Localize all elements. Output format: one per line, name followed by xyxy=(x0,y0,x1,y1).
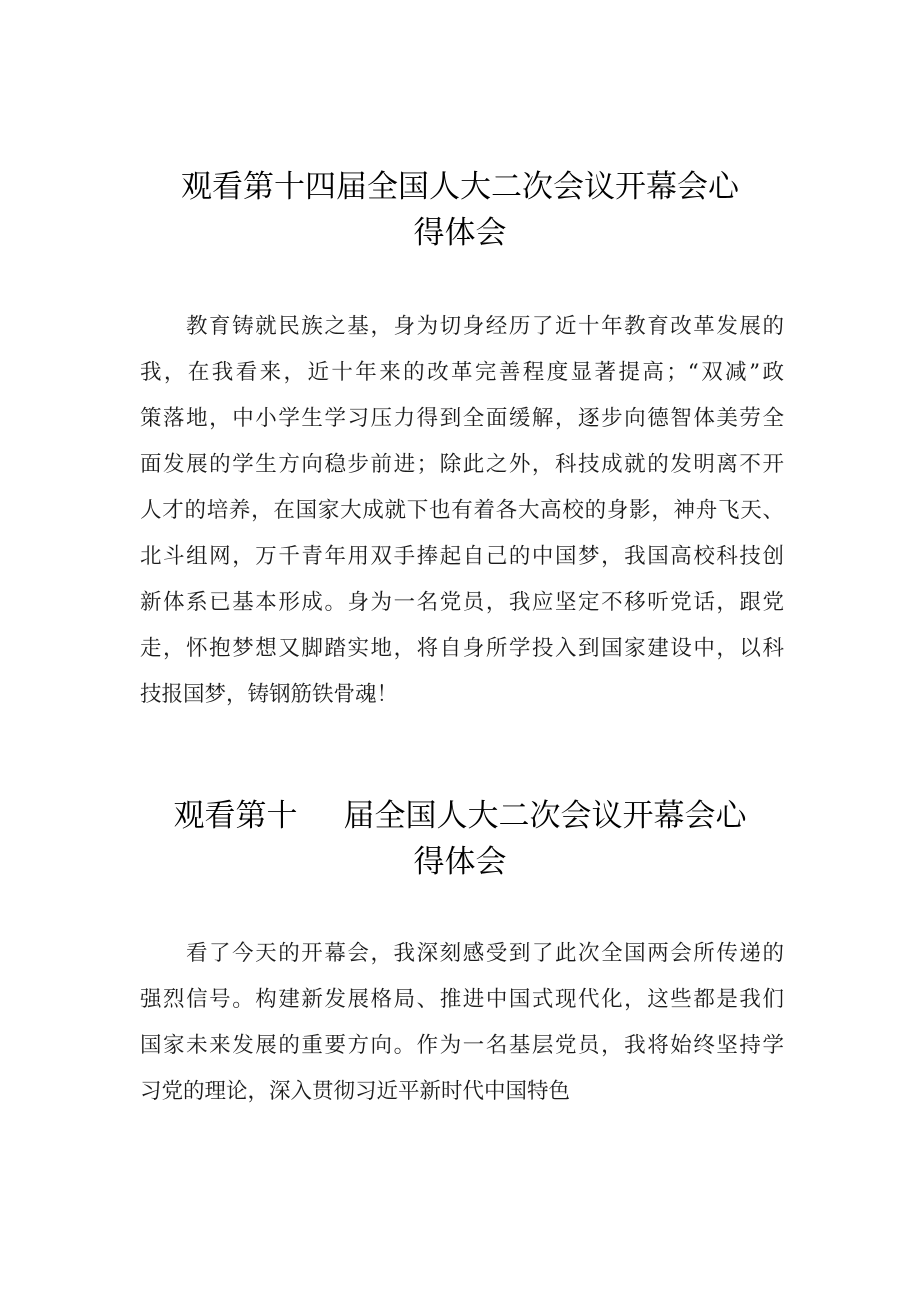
section-1-paragraph xyxy=(140,304,784,718)
paragraph-line: 策落地，中小学生学习压力得到全面缓解，逐步向德智体美劳全 xyxy=(140,406,784,431)
paragraph-line: 技报国梦，铸钢筋铁骨魂！ xyxy=(140,682,399,707)
section-2-title xyxy=(140,793,780,885)
paragraph-line: 强烈信号。构建新发展格局、推进中国式现代化，这些都是我们 xyxy=(140,987,784,1012)
paragraph-line: 习党的理论，深入贯彻习近平新时代中国特色 xyxy=(140,1079,571,1104)
section-1-title-line-1: 观看第十四届全国人大二次会议开幕会心 xyxy=(181,169,739,205)
section-2-title-part-1: 观看第十 xyxy=(173,798,298,834)
section-1-title-line-2: 得体会 xyxy=(413,215,507,251)
paragraph-line: 我，在我看来，近十年来的改革完善程度显著提高；“双减”政 xyxy=(140,360,784,385)
paragraph-line: 北斗组网，万千青年用双手捧起自己的中国梦，我国高校科技创 xyxy=(140,544,784,569)
section-2-paragraph xyxy=(140,931,784,1115)
paragraph-line: 走，怀抱梦想又脚踏实地，将自身所学投入到国家建设中，以科 xyxy=(140,636,784,661)
section-1-title xyxy=(140,164,780,256)
section-2-title-line-1 xyxy=(140,793,780,839)
paragraph-line: 国家未来发展的重要方向。作为一名基层党员，我将始终坚持学 xyxy=(140,1033,784,1058)
paragraph-line: 教育铸就民族之基，身为切身经历了近十年教育改革发展的 xyxy=(186,314,784,339)
paragraph-line: 看了今天的开幕会，我深刻感受到了此次全国两会所传递的 xyxy=(186,941,784,966)
paragraph-line: 面发展的学生方向稳步前进；除此之外，科技成就的发明离不开 xyxy=(140,452,784,477)
paragraph-line: 新体系已基本形成。身为一名党员，我应坚定不移听党话，跟党 xyxy=(140,590,784,615)
paragraph-line: 人才的培养，在国家大成就下也有着各大高校的身影，神舟飞天、 xyxy=(140,498,784,523)
section-2-title-line-2: 得体会 xyxy=(413,844,507,880)
section-2-title-part-2: 届全国人大二次会议开幕会心 xyxy=(343,798,747,834)
